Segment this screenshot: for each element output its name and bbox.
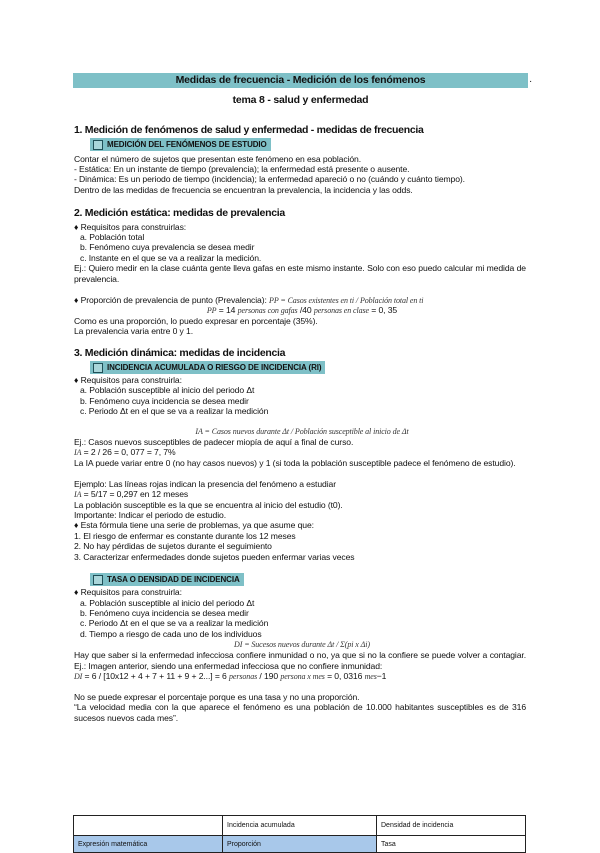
- table-row: [74, 836, 526, 853]
- s3-example1-calc: [74, 447, 530, 458]
- document-title: Medidas de frecuencia - Medición de los fenómenos: [175, 74, 426, 86]
- s2-note: Como es una proporción, lo puedo expresar en porcentaje (35%).: [74, 316, 318, 326]
- s2-prevalence-text: ♦ Proporción de prevalencia de punto (Prevalencia):: [74, 295, 270, 305]
- table-header-row: [74, 816, 526, 836]
- comparison-table: [73, 815, 526, 853]
- s3-assume-item: 1. El riesgo de enfermar es constante durante los 12 meses: [74, 531, 296, 541]
- s2-item: a. Población total: [80, 232, 145, 242]
- s1-line: Dentro de las medidas de frecuencia se encuentran la prevalencia, la incidencia y las odds.: [74, 185, 413, 195]
- calc-part: = 0, 0316: [324, 671, 365, 681]
- checkbox-square-icon: [93, 363, 103, 373]
- s2-prevalence-formula: PP = Casos existentes en ti / Población total en ti: [269, 296, 424, 305]
- s1-line: - Estática: En un instante de tiempo (prevalencia); la enfermedad está presente o ausente.: [74, 164, 410, 174]
- s3-important: Importante: Indicar el periodo de estudio.: [74, 510, 227, 520]
- section3-subheading: [90, 361, 325, 374]
- s3-di-formula: DI = Sucesos nuevos durante Δt / Σ(pi x Δi): [234, 640, 370, 649]
- s2-requirements: ♦ Requisitos para construirlas:: [74, 222, 187, 232]
- calc-part: −1: [376, 671, 387, 681]
- calc-part: = 0, 35: [369, 305, 398, 315]
- s3-assume-item: 2. No hay pérdidas de sujetos durante el seguimiento: [74, 541, 272, 551]
- table-header-cell: Incidencia acumulada: [223, 816, 377, 836]
- s3-item2: a. Población susceptible al inicio del periodo Δt: [80, 598, 255, 608]
- s1-line: - Dinámica: Es un periodo de tiempo (incidencia); la enfermedad apareció o no (cuándo y cuánto tiempo).: [74, 174, 465, 184]
- checkbox-square-icon: [93, 140, 103, 150]
- calc-part: / 190: [257, 671, 281, 681]
- calc-part: = 14: [216, 305, 238, 315]
- checkbox-square-icon: [93, 575, 103, 585]
- calc-part: = 2 / 26 = 0, 077 = 7, 7%: [81, 447, 176, 457]
- calc-unit: personas con gafas: [237, 306, 298, 315]
- s3-susceptible: La población susceptible es la que se encuentra al inicio del estudio (t0).: [74, 500, 343, 510]
- calc-part: = 6 / [10x12 + 4 + 7 + 11 + 9 + 2...] = 6: [82, 671, 230, 681]
- s2-item: c. Instante en el que se va a realizar la medición.: [80, 253, 262, 263]
- s3-requirements: ♦ Requisitos para construirla:: [74, 375, 182, 385]
- s3-item: a. Población susceptible al inicio del periodo Δt: [80, 385, 255, 395]
- calc-var: IA: [74, 448, 82, 457]
- section2-heading: 2. Medición estática: medidas de prevalencia: [74, 207, 285, 219]
- s3-ia-formula: IA = Casos nuevos durante Δt / Población susceptible al inicio de Δt: [195, 427, 409, 436]
- section3-subheading2-label: TASA O DENSIDAD DE INCIDENCIA: [107, 575, 240, 584]
- s3-immunity-text: Hay que saber si la enfermedad infecciosa confiere inmunidad o no, ya que si no la confiere se puede volver a contagiar. Ej.: Imagen anterior, siendo una enfermedad infecciosa que no confiere inmunidad:: [74, 650, 526, 671]
- s3-no-percent: No se puede expresar el porcentaje porque es una tasa y no una proporción.: [74, 692, 360, 702]
- s2-prevalence-calc: [74, 305, 530, 316]
- s3-example2-calc: [74, 489, 530, 500]
- calc-part: = 5/17 = 0,297 en 12 meses: [81, 489, 189, 499]
- table-cell: Expresión matemática: [74, 836, 223, 853]
- calc-var: DI: [74, 672, 83, 681]
- s2-item: b. Fenómeno cuya prevalencia se desea medir: [80, 242, 255, 252]
- calc-var: IA: [74, 490, 82, 499]
- s3-requirements2: ♦ Requisitos para construirla:: [74, 587, 182, 597]
- s2-example: Ej.: Quiero medir en la clase cuánta gente lleva gafas en este mismo instante. Solo con eso puedo calcular mi medida de prevalencia.: [74, 263, 526, 284]
- s3-quote: “La velocidad media con la que aparece el fenómeno es una población de 10.000 habitantes susceptibles es de 316 sucesos nuevos cada mes”.: [74, 702, 526, 723]
- s3-item2: b. Fenómeno cuya incidencia se desea medir: [80, 608, 249, 618]
- s3-problems: ♦ Esta fórmula tiene una serie de problemas, ya que asume que:: [74, 520, 314, 530]
- calc-unit: personas en clase: [313, 306, 369, 315]
- calc-part: /40: [297, 305, 314, 315]
- calc-unit: personas: [229, 672, 258, 681]
- s3-item2: d. Tiempo a riesgo de cada uno de los individuos: [80, 629, 262, 639]
- title-trailing-dot: .: [529, 74, 532, 85]
- table-cell: Proporción: [223, 836, 377, 853]
- calc-var: PP: [206, 306, 217, 315]
- section1-heading: 1. Medición de fenómenos de salud y enfermedad - medidas de frecuencia: [74, 124, 424, 136]
- s3-item: b. Fenómeno cuya incidencia se desea medir: [80, 396, 249, 406]
- s1-line: Contar el número de sujetos que presentan este fenómeno en esa población.: [74, 154, 361, 164]
- s3-di-calc: [74, 671, 530, 682]
- table-header-cell: [74, 816, 223, 836]
- s3-example1: Ej.: Casos nuevos susceptibles de padecer miopía de aquí a final de curso.: [74, 437, 354, 447]
- s3-example2: Ejemplo: Las líneas rojas indican la presencia del fenómeno a estudiar: [74, 479, 336, 489]
- table-header-cell: Densidad de incidencia: [377, 816, 526, 836]
- section3-heading: 3. Medición dinámica: medidas de incidencia: [74, 347, 286, 359]
- table-cell: Tasa: [377, 836, 526, 853]
- s3-item2: c. Periodo Δt en el que se va a realizar la medición: [80, 618, 269, 628]
- s3-assume-item: 3. Caracterizar enfermedades donde sujetos pueden enfermar varias veces: [74, 552, 355, 562]
- calc-unit: mes: [364, 672, 377, 681]
- section1-subheading: [90, 138, 271, 151]
- calc-unit: persona x mes: [280, 672, 325, 681]
- section3-subheading-label: INCIDENCIA ACUMULADA O RIESGO DE INCIDENCIA (RI): [107, 363, 322, 372]
- section3-subheading2: [90, 573, 244, 586]
- s3-ia-range: La IA puede variar entre 0 (no hay casos nuevos) y 1 (si toda la población susceptible padece el fenómeno de estudio).: [74, 458, 516, 468]
- section1-subheading-label: MEDICIÓN DEL FENÓMENOS DE ESTUDIO: [107, 140, 267, 149]
- s3-item: c. Periodo Δt en el que se va a realizar la medición: [80, 406, 269, 416]
- document-subtitle: tema 8 - salud y enfermedad: [232, 94, 369, 106]
- s2-note: La prevalencia varia entre 0 y 1.: [74, 326, 193, 336]
